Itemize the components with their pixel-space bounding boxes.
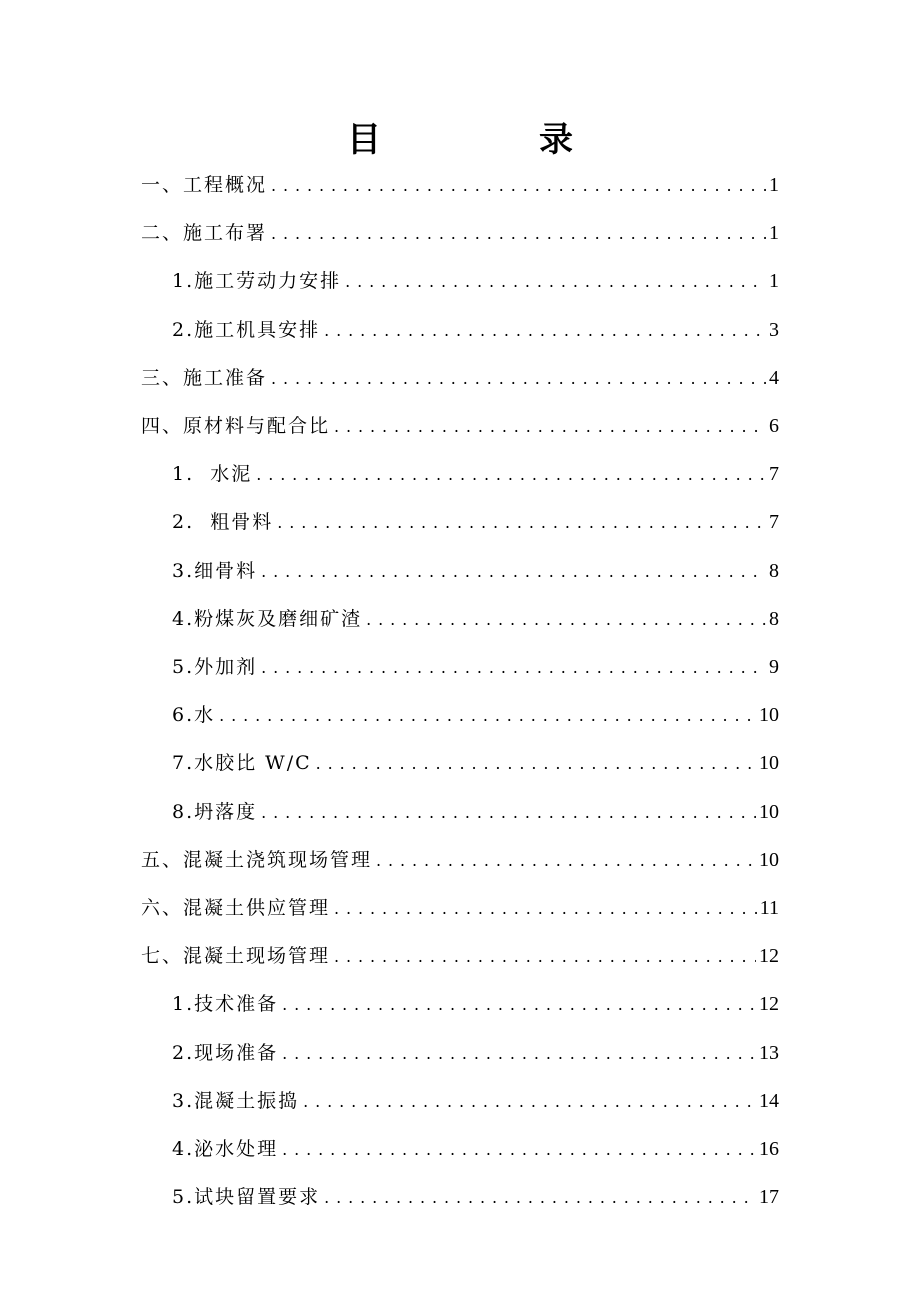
toc-entry[interactable] — [141, 170, 779, 200]
toc-entry-title: 4.粉煤灰及磨细矿渣 — [172, 607, 363, 630]
toc-dot-leader — [261, 653, 766, 683]
toc-dot-leader — [334, 942, 756, 972]
toc-entry[interactable] — [172, 507, 779, 537]
toc-entry-title: 6.水 — [172, 704, 216, 727]
toc-entry-page-number: 1 — [769, 270, 779, 293]
toc-entry-title: 4.泌水处理 — [172, 1138, 279, 1160]
toc-entry-page-number: 11 — [759, 897, 779, 919]
toc-entry-page-number: 14 — [759, 1089, 779, 1112]
toc-entry-page-number: 7 — [769, 463, 779, 486]
toc-entry-title: 2.现场准备 — [172, 1041, 279, 1064]
toc-entry[interactable] — [172, 652, 779, 682]
toc-entry[interactable] — [172, 700, 779, 730]
toc-dot-leader — [303, 1087, 756, 1117]
toc-entry[interactable] — [141, 893, 779, 923]
toc-entry-page-number: 10 — [759, 704, 779, 727]
toc-dot-leader — [324, 1183, 756, 1213]
toc-entry[interactable] — [172, 797, 779, 827]
toc-entry[interactable] — [172, 315, 779, 345]
toc-entry[interactable] — [172, 1134, 779, 1164]
toc-dot-leader — [282, 1039, 756, 1069]
toc-entry-title: 3.混凝土振捣 — [172, 1089, 300, 1112]
toc-entry[interactable] — [141, 941, 779, 971]
toc-dot-leader — [366, 605, 766, 635]
page-title: 目 录 — [347, 120, 635, 160]
toc-entry-page-number: 8 — [769, 559, 779, 582]
toc-dot-leader — [282, 1135, 756, 1165]
toc-entry-page-number: 4 — [769, 366, 779, 389]
toc-entry[interactable] — [172, 989, 779, 1019]
toc-entry[interactable] — [141, 218, 779, 248]
toc-dot-leader — [376, 846, 756, 876]
toc-entry-title: 六、混凝土供应管理 — [141, 897, 331, 919]
toc-entry-page-number: 10 — [759, 848, 779, 871]
toc-entry-title: 5.试块留置要求 — [172, 1186, 321, 1209]
toc-entry[interactable] — [141, 411, 779, 441]
toc-dot-leader — [261, 557, 766, 587]
toc-entry-page-number: 12 — [759, 945, 779, 968]
toc-dot-leader — [345, 267, 766, 297]
toc-entry-page-number: 13 — [759, 1041, 779, 1064]
toc-entry-page-number: 10 — [759, 800, 779, 823]
toc-entry-title: 7.水胶比 W/C — [172, 752, 312, 775]
toc-entry-title: 1. 水泥 — [172, 463, 253, 486]
toc-entry[interactable] — [172, 1182, 779, 1212]
toc-entry[interactable] — [172, 1038, 779, 1068]
toc-entry-page-number: 1 — [769, 174, 779, 196]
toc-entry-title: 七、混凝土现场管理 — [141, 945, 331, 968]
toc-entry-page-number: 12 — [759, 993, 779, 1016]
toc-dot-leader — [219, 701, 756, 731]
toc-entry-page-number: 3 — [769, 318, 779, 341]
toc-dot-leader — [334, 412, 766, 442]
toc-dot-leader — [271, 171, 766, 201]
toc-entry-title: 3.细骨料 — [172, 559, 258, 582]
toc-entry-title: 五、混凝土浇筑现场管理 — [141, 848, 373, 871]
toc-dot-leader — [334, 894, 757, 924]
toc-entry-page-number: 8 — [769, 607, 779, 630]
toc-dot-leader — [324, 316, 766, 346]
toc-entry-title: 2.施工机具安排 — [172, 318, 321, 341]
toc-entry[interactable] — [172, 748, 779, 778]
toc-dot-leader — [271, 219, 766, 249]
toc-dot-leader — [316, 749, 756, 779]
toc-entry-title: 三、施工准备 — [141, 366, 268, 389]
toc-dot-leader — [277, 508, 766, 538]
toc-entry-title: 四、原材料与配合比 — [141, 415, 331, 437]
toc-dot-leader — [256, 460, 766, 490]
toc-entry-page-number: 17 — [759, 1186, 779, 1209]
toc-entry-title: 1.技术准备 — [172, 993, 279, 1016]
toc-entry[interactable] — [141, 363, 779, 393]
toc-entry-title: 8.坍落度 — [172, 800, 258, 823]
toc-entry-title: 一、工程概况 — [141, 174, 268, 196]
toc-entry-page-number: 16 — [759, 1138, 779, 1160]
toc-entry[interactable] — [172, 556, 779, 586]
toc-entry-title: 5.外加剂 — [172, 656, 258, 678]
toc-entry-page-number: 7 — [769, 511, 779, 534]
toc-entry-page-number: 1 — [769, 222, 779, 245]
toc-entry-title: 2. 粗骨料 — [172, 511, 274, 534]
toc-entry[interactable] — [172, 1086, 779, 1116]
toc-entry-page-number: 6 — [769, 415, 779, 437]
toc-dot-leader — [282, 990, 756, 1020]
toc-entry-title: 二、施工布署 — [141, 222, 268, 245]
toc-entry-page-number: 10 — [759, 752, 779, 775]
toc-dot-leader — [261, 798, 756, 828]
toc-entry[interactable] — [172, 604, 779, 634]
toc-entry-title: 1.施工劳动力安排 — [172, 270, 342, 293]
toc-entry[interactable] — [172, 266, 779, 296]
toc-dot-leader — [271, 364, 766, 394]
toc-entry[interactable] — [141, 845, 779, 875]
toc-entry[interactable] — [172, 459, 779, 489]
toc-entry-page-number: 9 — [769, 656, 779, 678]
